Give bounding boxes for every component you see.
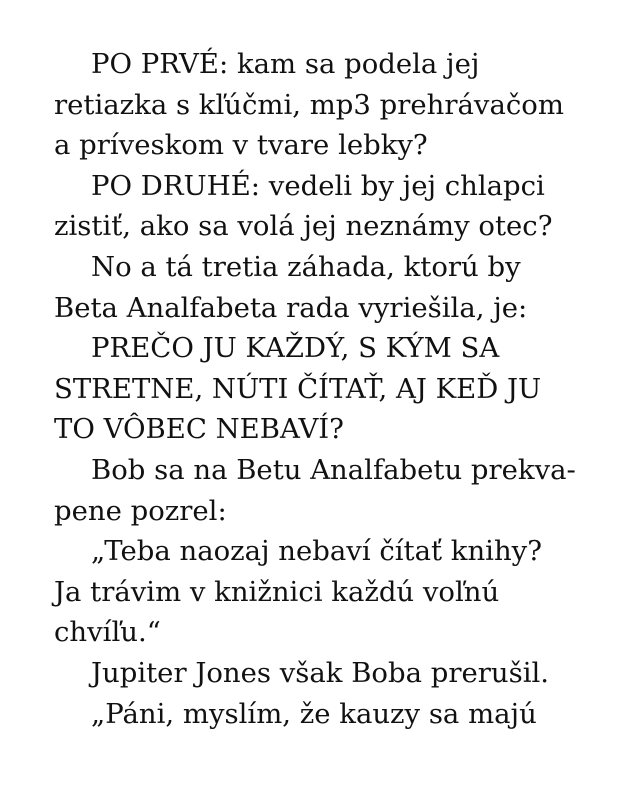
text-line-11: Bob sa na Betu Analfabetu prekva-	[91, 453, 576, 486]
text-line-9: STRETNE, NÚTI ČÍTAŤ, AJ KEĎ JU	[54, 372, 542, 405]
text-line-14: Ja trávim v knižnici každú voľnú	[54, 575, 500, 608]
text-line-3: a príveskom v tvare lebky?	[54, 129, 428, 162]
text-line-16: Jupiter Jones však Boba prerušil.	[91, 656, 550, 689]
text-line-5: zistiť, ako sa volá jej neznámy otec?	[54, 210, 553, 243]
text-line-10: TO VÔBEC NEBAVÍ?	[54, 413, 344, 446]
text-line-17: „Páni, myslím, že kauzy sa majú	[91, 697, 537, 730]
text-line-4: PO DRUHÉ: vedeli by jej chlapci	[91, 169, 545, 202]
text-line-8: PREČO JU KAŽDÝ, S KÝM SA	[91, 332, 500, 365]
text-line-12: pene pozrel:	[54, 494, 227, 527]
text-line-2: retiazka s kľúčmi, mp3 prehrávačom	[54, 88, 564, 121]
book-page-text	[54, 44, 614, 734]
text-line-7: Beta Analfabeta rada vyriešila, je:	[54, 291, 528, 324]
text-line-13: „Teba naozaj nebaví čítať knihy?	[91, 535, 542, 568]
text-line-1: PO PRVÉ: kam sa podela jej	[91, 48, 480, 80]
text-line-6: No a tá tretia záhada, ktorú by	[91, 250, 521, 283]
text-line-15: chvíľu.“	[54, 616, 161, 649]
